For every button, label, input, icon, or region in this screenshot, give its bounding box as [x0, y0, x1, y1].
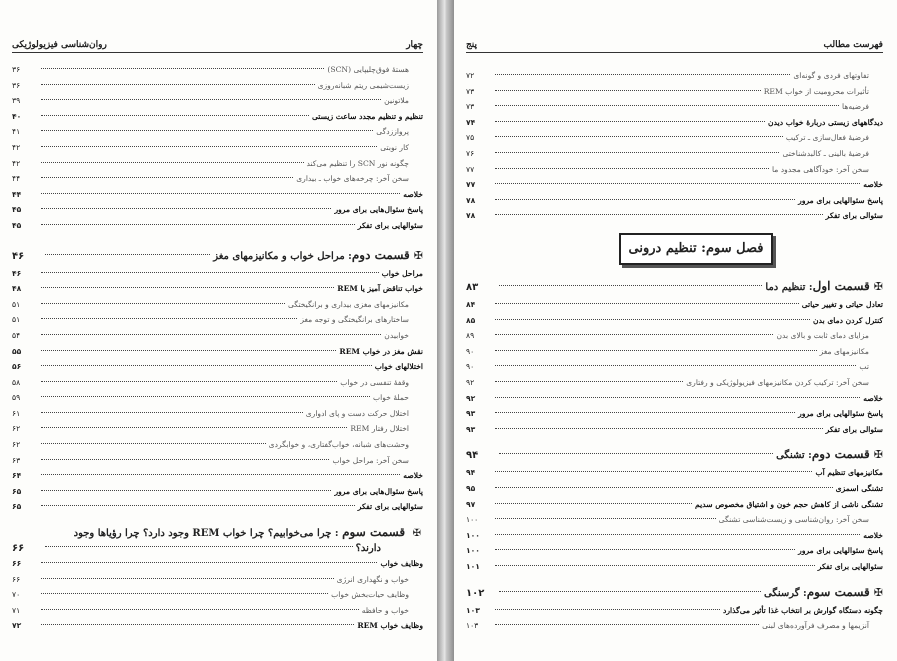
toc-entry-page: ۷۶: [466, 148, 475, 158]
toc-entry: [12, 587, 423, 603]
section-heading: [466, 581, 883, 603]
section-heading: [12, 525, 423, 556]
toc-entry-page: ۴۶: [12, 268, 22, 278]
toc-entry-page: ۴۲: [12, 142, 21, 152]
toc-entry-title: خلاصه: [863, 180, 883, 190]
toc-entry: [12, 421, 423, 437]
toc-entry: [12, 124, 423, 140]
toc-entry: [12, 93, 423, 109]
section-page: ۶۶: [12, 543, 25, 555]
toc-entry-page: ۴۴: [12, 174, 21, 184]
toc-entry-page: ۶۴: [12, 471, 22, 481]
section-marker-icon: ✠: [873, 280, 883, 293]
toc-entry: [466, 297, 883, 313]
toc-entry-page: ۷۱: [12, 605, 21, 615]
section-title: : گرسنگی: [764, 587, 807, 599]
toc-entry: [12, 156, 423, 172]
toc-entry: [12, 603, 423, 619]
toc-entry-title: پاسخ سئوال‌هایی برای مرور: [334, 486, 423, 496]
left-header-page-number: چهار: [406, 40, 423, 50]
toc-entry: [466, 84, 883, 100]
dot-leader: [495, 319, 810, 320]
dot-leader: [495, 350, 817, 351]
dot-leader: [41, 224, 355, 225]
toc-entry-page: ۱۰۳: [466, 605, 480, 615]
toc-entry-title: مکانیزمهای تنظیم آب: [815, 468, 883, 478]
toc-entry-page: ۴۱: [12, 127, 21, 137]
toc-entry: [12, 468, 423, 484]
dot-leader: [41, 381, 337, 382]
section-marker-icon: ✠: [413, 248, 423, 262]
toc-entry-title: وظایف خواب: [380, 559, 423, 569]
section-heading: [466, 443, 883, 465]
toc-entry-page: ۹۷: [466, 499, 476, 509]
toc-entry-title: کار نوبتی: [380, 142, 409, 152]
toc-entry-page: ۵۸: [12, 377, 21, 387]
toc-entry-page: ۸۹: [466, 331, 475, 341]
toc-entry-page: ۷۸: [466, 195, 476, 205]
section-label: قسمت دوم: [351, 247, 410, 262]
dot-leader: [495, 549, 795, 550]
section-title: : مراحل خواب و مکانیزمهای مغز: [213, 250, 352, 262]
section-label: قسمت اول: [812, 279, 870, 293]
dot-leader: [41, 177, 293, 178]
toc-entry: [466, 328, 883, 344]
toc-entry-title: خلاصه: [863, 393, 883, 403]
toc-entry-page: ۸۵: [466, 315, 476, 325]
right-header-title: فهرست مطالب: [823, 40, 883, 50]
dot-leader: [495, 214, 823, 215]
toc-entry: [12, 187, 423, 203]
toc-entry-page: ۸۴: [466, 300, 476, 309]
dot-leader: [41, 162, 304, 163]
toc-entry-page: ۵۴: [12, 330, 21, 340]
toc-entry-title: حملهٔ خواب: [373, 393, 409, 403]
toc-entry: [466, 162, 883, 178]
dot-leader: [41, 412, 303, 413]
toc-entry: [12, 499, 423, 515]
toc-entry-title: تفاوتهای فردی و گونه‌ای: [793, 71, 869, 80]
toc-entry-title: وظایف حیات‌بخش خواب: [331, 590, 409, 600]
toc-entry-title: سخن آخر: مراحل خواب: [332, 455, 409, 465]
dot-leader: [495, 397, 860, 398]
dot-leader: [41, 459, 329, 460]
toc-entry: [12, 437, 423, 453]
dot-leader: [41, 624, 354, 625]
toc-entry: [12, 375, 423, 391]
toc-entry-page: ۷۷: [466, 164, 475, 174]
section-title: : تنظیم دما: [765, 282, 813, 293]
toc-entry: [12, 297, 423, 313]
section-label: قسمت دوم: [811, 447, 870, 462]
toc-entry-title: سخن آخر: خودآگاهی مجدود ما: [771, 164, 869, 174]
toc-entry: [12, 359, 423, 375]
dot-leader: [41, 68, 324, 69]
toc-entry: [12, 62, 423, 78]
toc-entry-title: سئوالهایی برای تفکر: [357, 220, 423, 230]
section-page: ۱۰۲: [466, 587, 485, 599]
dot-leader: [495, 487, 833, 488]
toc-list: [12, 266, 423, 516]
toc-entry-title: تعادل حیاتی و تغییر حیاتی: [801, 300, 883, 309]
toc-entry-page: ۴۰: [12, 111, 22, 121]
dot-leader: [495, 471, 812, 472]
toc-list: [12, 62, 423, 234]
dot-leader: [41, 99, 381, 100]
toc-entry-title: کنترل کردن دمای بدن: [813, 315, 883, 325]
toc-entry-title: وحشت‌های شبانه، خواب‌گفتاری، و خوابگردی: [268, 440, 409, 450]
toc-entry: [466, 193, 883, 209]
toc-entry-page: ۵۹: [12, 393, 21, 403]
dot-leader: [41, 490, 331, 491]
toc-entry-page: ۳۶: [12, 80, 21, 90]
toc-entry-title: تنظیم و تنظیم مجدد ساعت زیستی: [311, 111, 423, 121]
toc-entry-title: سخن آخر: چرخه‌های خواب ـ بیداری: [296, 174, 409, 184]
toc-entry-title: تشنگی ناشی از کاهش حجم خون و اشتیاق مخصوص سدیم: [695, 499, 883, 509]
dot-leader: [41, 474, 400, 475]
toc-entry-title: اختلال حرکت دست و پای ادواری: [305, 408, 409, 418]
toc-entry-page: ۴۸: [12, 284, 22, 294]
toc-entry: [466, 481, 883, 497]
section-page: ۴۶: [12, 250, 25, 262]
toc-entry-title: خوابیدن: [384, 330, 409, 340]
dot-leader: [495, 565, 815, 566]
dot-leader: [41, 578, 334, 579]
toc-entry: [12, 109, 423, 125]
toc-entry-title: خواب تناقض آمیز یا REM: [337, 284, 423, 294]
toc-entry: [12, 328, 423, 344]
toc-entry-title: اختلال رفتار REM: [350, 424, 409, 434]
toc-entry-title: فرضیهٔ بالینی ـ کالبدشناختی: [782, 148, 869, 158]
dot-leader: [41, 396, 370, 397]
toc-entry-page: ۶۵: [12, 502, 22, 512]
toc-entry-page: ۶۳: [12, 455, 21, 465]
dot-leader: [41, 562, 377, 563]
section-marker-icon: ✠: [873, 585, 883, 599]
toc-entry: [466, 543, 883, 559]
right-page-header: [466, 34, 883, 53]
toc-entry-page: ۴۵: [12, 205, 22, 215]
toc-entry: [466, 130, 883, 146]
section-label: قسمت سوم: [342, 525, 406, 540]
dot-leader: [495, 334, 773, 335]
toc-entry-page: ۱۰۰: [466, 546, 480, 556]
toc-entry-page: ۹۳: [466, 409, 476, 419]
dot-leader: [495, 136, 783, 137]
toc-entry-page: ۹۲: [466, 393, 476, 403]
toc-entry-title: پاسخ سئوال‌هایی برای مرور: [334, 205, 423, 215]
toc-entry-title: هستهٔ فوق‌چلیپایی (SCN): [327, 65, 409, 74]
toc-entry: [466, 497, 883, 513]
chapter-title: فصل سوم: تنظیم درونی: [619, 233, 773, 265]
toc-entry: [12, 218, 423, 234]
book-spine: [437, 0, 454, 661]
toc-list: [466, 68, 883, 224]
toc-entry-page: ۶۵: [12, 486, 22, 496]
dot-leader: [41, 350, 336, 351]
toc-entry-title: خلاصه: [403, 189, 423, 199]
dot-leader: [41, 318, 297, 319]
toc-entry-page: ۷۲: [466, 71, 475, 80]
section-page: ۸۳: [466, 282, 479, 293]
toc-entry: [12, 312, 423, 328]
toc-entry: [466, 391, 883, 407]
toc-entry-page: ۴۴: [12, 189, 22, 199]
toc-entry-page: ۷۴: [466, 117, 476, 127]
toc-entry-title: ملاتونین: [384, 96, 409, 106]
dot-leader: [495, 518, 716, 519]
dot-leader: [41, 365, 372, 366]
toc-entry: [12, 390, 423, 406]
toc-entry-page: ۴۲: [12, 158, 21, 168]
toc-entry-page: ۵۶: [12, 362, 22, 372]
toc-entry-title: خواب و نگهداری انرژی: [336, 574, 409, 584]
toc-entry-title: نقش مغز در خواب REM: [339, 346, 423, 356]
dot-leader: [41, 593, 328, 594]
toc-entry-title: خلاصه: [863, 530, 883, 540]
toc-entry-page: ۷۰: [12, 590, 21, 600]
toc-entry: [466, 603, 883, 619]
toc-entry: [466, 68, 883, 84]
toc-entry: [466, 618, 883, 634]
toc-entry: [12, 202, 423, 218]
dot-leader: [41, 208, 331, 209]
toc-entry: [12, 453, 423, 469]
left-header-title: روان‌شناسی فیزیولوژیکی: [12, 40, 107, 50]
toc-entry-title: سخن آخر: ترکیب کردن مکانیزمهای فیزیولوژیکی و رفتاری: [686, 377, 869, 387]
dot-leader: [41, 287, 334, 288]
toc-entry-page: ۱۰۰: [466, 530, 480, 540]
toc-entry: [12, 266, 423, 282]
toc-entry: [466, 99, 883, 115]
toc-entry-page: ۷۵: [466, 133, 475, 143]
dot-leader: [495, 503, 692, 504]
toc-entry-title: مکانیزمهای مغز: [819, 346, 869, 356]
toc-entry-title: فرضیهٔ فعال‌سازی ـ ترکیب: [785, 133, 869, 143]
dot-leader: [495, 624, 759, 625]
toc-entry-title: سئوالهایی برای تفکر: [817, 561, 883, 571]
toc-entry: [466, 406, 883, 422]
toc-entry: [466, 512, 883, 528]
dot-leader: [41, 146, 377, 147]
dot-leader: [495, 74, 790, 75]
section-page: ۹۴: [466, 450, 479, 462]
toc-entry: [466, 375, 883, 391]
left-page-header: [12, 34, 423, 53]
toc-list: [466, 297, 883, 437]
toc-entry-page: ۱۰۰: [466, 515, 479, 525]
dot-leader: [495, 303, 799, 304]
dot-leader: [495, 381, 683, 382]
dot-leader: [495, 412, 795, 413]
toc-entry-title: سئوالی برای تفکر: [825, 424, 883, 434]
toc-entry-page: ۹۳: [466, 424, 476, 434]
toc-entry-page: ۷۲: [12, 621, 22, 631]
toc-entry-page: ۷۷: [466, 180, 476, 190]
left-toc: [12, 62, 423, 634]
dot-leader: [495, 199, 795, 200]
toc-entry-page: ۳۹: [12, 96, 21, 106]
toc-entry-title: پاسخ سئوالهایی برای مرور: [798, 409, 883, 419]
toc-entry-title: وقفهٔ تنفسی در خواب: [340, 377, 409, 387]
toc-entry-page: ۶۲: [12, 424, 21, 434]
toc-entry-title: پاسخ سئوالهایی برای مرور: [798, 546, 883, 556]
toc-entry-page: ۴۵: [12, 220, 22, 230]
right-header-page-number: پنج: [466, 40, 478, 50]
toc-entry-title: مزایای دمای ثابت و بالای بدن: [776, 331, 869, 341]
toc-entry-page: ۹۰: [466, 346, 475, 356]
toc-entry: [466, 115, 883, 131]
toc-entry-title: خواب و حافظه: [361, 605, 409, 615]
toc-entry-title: مراحل خواب: [381, 268, 423, 278]
toc-entry: [12, 344, 423, 360]
dot-leader: [41, 84, 315, 85]
dot-leader: [495, 183, 860, 184]
toc-entry: [12, 406, 423, 422]
toc-entry-page: ۱۰۱: [466, 561, 480, 571]
toc-entry-title: تأثیرات محرومیت از خواب REM: [763, 86, 869, 96]
toc-entry-title: پاسخ سئوالهایی برای مرور: [798, 195, 883, 205]
dot-leader: [495, 534, 860, 535]
dot-leader: [495, 428, 823, 429]
dot-leader: [41, 427, 347, 428]
toc-entry: [12, 140, 423, 156]
toc-entry: [12, 572, 423, 588]
toc-entry-title: تب: [859, 362, 869, 372]
toc-entry-page: ۷۸: [466, 211, 476, 221]
toc-entry-title: دیدگاههای زیستی دربارهٔ خواب دیدن: [768, 117, 883, 127]
dot-leader: [495, 90, 761, 91]
toc-entry-page: ۹۰: [466, 362, 475, 372]
toc-entry: [12, 78, 423, 94]
toc-entry-page: ۹۴: [466, 468, 476, 478]
dot-leader: [495, 121, 765, 122]
toc-entry: [466, 559, 883, 575]
toc-entry: [466, 422, 883, 438]
toc-entry-title: سئوالی برای تفکر: [825, 211, 883, 221]
dot-leader: [41, 609, 359, 610]
toc-entry: [12, 171, 423, 187]
dot-leader: [41, 443, 266, 444]
toc-list: [466, 603, 883, 634]
section-marker-icon: ✠: [412, 528, 421, 540]
toc-entry: [466, 313, 883, 329]
toc-entry-page: ۶۲: [12, 440, 21, 450]
toc-entry-title: مکانیزمهای مغزی بیداری و برانگیختگی: [287, 299, 409, 309]
toc-entry-title: خلاصه: [403, 471, 423, 481]
toc-entry: [12, 618, 423, 634]
toc-entry-page: ۶۶: [12, 574, 21, 584]
toc-entry-page: ۹۲: [466, 377, 475, 387]
toc-entry: [12, 281, 423, 297]
toc-entry-title: چگونه دستگاه گوارش بر انتخاب غذا تأثیر می‌گذارد: [722, 605, 883, 615]
toc-entry-page: ۹۵: [466, 483, 476, 493]
toc-entry-page: ۷۳: [466, 86, 475, 96]
section-marker-icon: ✠: [873, 448, 883, 462]
toc-entry: [12, 484, 423, 500]
toc-entry-page: ۳۶: [12, 65, 21, 74]
section-heading: [466, 275, 883, 297]
toc-entry: [466, 146, 883, 162]
toc-list: [466, 465, 883, 574]
toc-entry-page: ۵۵: [12, 346, 22, 356]
section-heading: [12, 244, 423, 266]
dot-leader: [41, 303, 285, 304]
toc-entry-page: ۶۱: [12, 408, 21, 418]
dot-leader: [41, 130, 373, 131]
toc-entry: [466, 528, 883, 544]
toc-entry-title: سئوالهایی برای تفکر: [357, 502, 423, 512]
toc-entry-title: آنزیمها و مصرف فرآورده‌های لبنی: [762, 621, 869, 631]
toc-entry: [466, 177, 883, 193]
toc-entry-title: چگونه نور SCN را تنظیم می‌کند: [306, 158, 409, 168]
toc-entry: [12, 556, 423, 572]
toc-entry-page: ۱۰۳: [466, 621, 479, 631]
toc-entry-page: ۵۱: [12, 315, 21, 325]
toc-list: [12, 556, 423, 634]
toc-entry: [466, 465, 883, 481]
section-title: : تشنگی: [776, 450, 812, 462]
toc-entry: [466, 208, 883, 224]
toc-entry-title: فرضیه‌ها: [842, 102, 869, 112]
toc-entry-page: ۷۳: [466, 102, 475, 112]
dot-leader: [41, 334, 381, 335]
dot-leader: [41, 505, 355, 506]
toc-entry-title: ساختارهای برانگیختگی و توجه مغز: [300, 315, 409, 325]
dot-leader: [495, 365, 856, 366]
dot-leader: [495, 105, 839, 106]
toc-entry: [466, 344, 883, 360]
right-toc-top: [466, 68, 883, 224]
toc-entry-title: وظایف خواب REM: [357, 621, 423, 631]
toc-entry-title: پرواززدگی: [376, 127, 409, 137]
right-toc-bottom: [466, 275, 883, 634]
toc-entry: [466, 359, 883, 375]
toc-entry-title: زیست‌شیمی ریتم شبانه‌روزی: [317, 80, 409, 90]
dot-leader: [41, 272, 379, 273]
dot-leader: [495, 609, 720, 610]
toc-entry-title: سخن آخر: روان‌شناسی و زیست‌شناسی تشنگی: [718, 515, 869, 525]
toc-entry-page: ۶۶: [12, 559, 22, 569]
section-label: قسمت سوم: [806, 584, 870, 599]
toc-entry-title: اختلالهای خواب: [374, 362, 423, 372]
dot-leader: [495, 152, 779, 153]
dot-leader: [41, 115, 309, 116]
section-title: : چرا می‌خوابیم؟ چرا خواب REM وجود دارد؟ چرا رؤیاها وجود: [73, 528, 339, 540]
toc-entry-title: تشنگی اسمزی: [835, 483, 883, 493]
dot-leader: [41, 193, 400, 194]
toc-entry-page: ۵۱: [12, 299, 21, 309]
dot-leader: [495, 168, 769, 169]
section-title-continued: دارند؟: [355, 543, 381, 555]
left-page: [0, 0, 437, 661]
right-page: [454, 0, 897, 661]
